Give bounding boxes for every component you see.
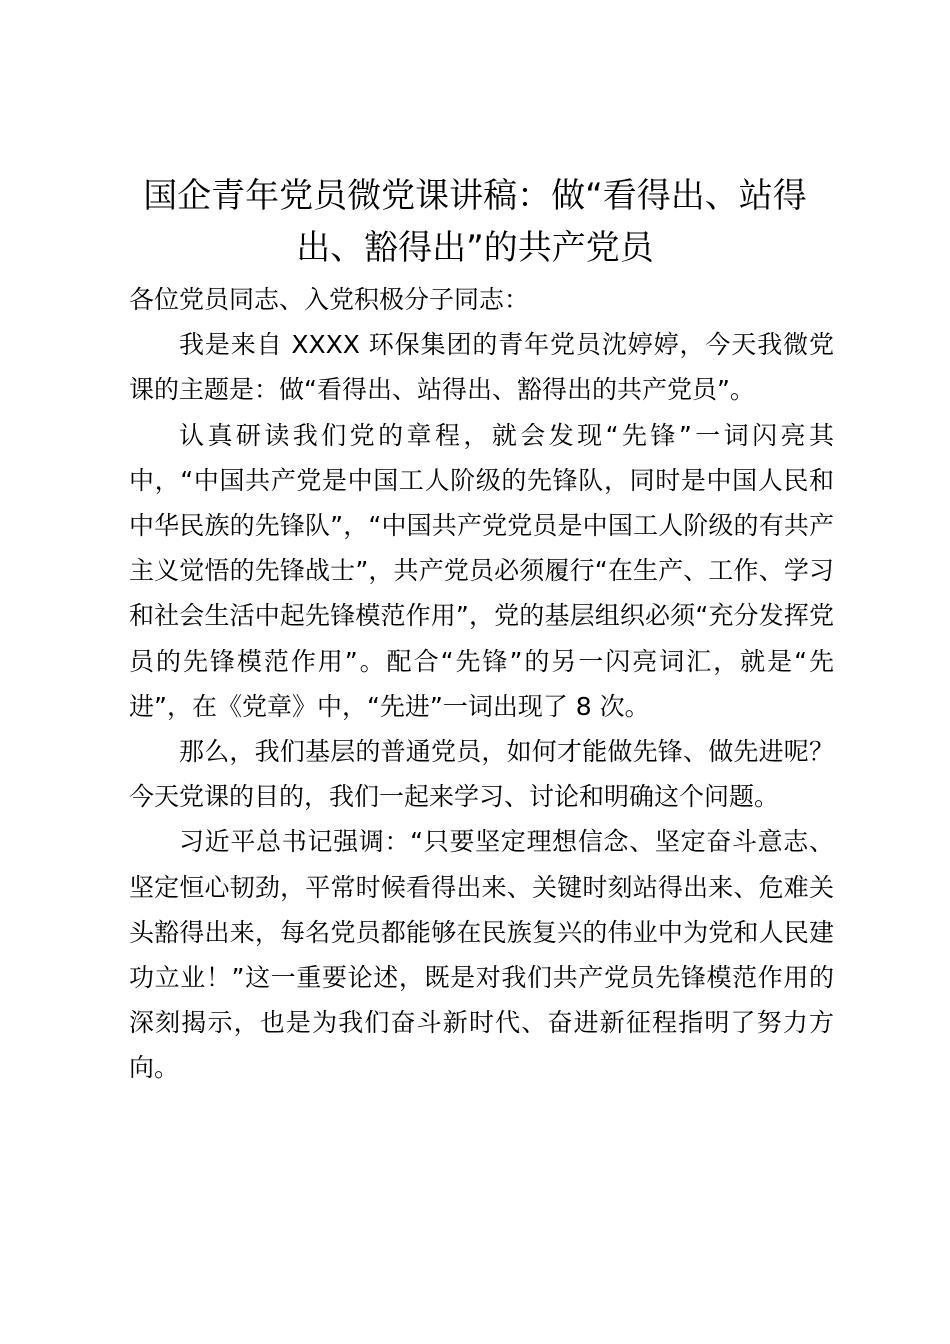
paragraph-intro: 我是来自 XXXX 环保集团的青年党员沈婷婷，今天我微党课的主题是：做“看得出、站得出、豁得出的共产党员”。 bbox=[129, 330, 834, 405]
document-title: 国企青年党员微党课讲稿：做“看得出、站得出、豁得出”的共产党员 bbox=[143, 176, 807, 268]
paragraph-party-constitution: 认真研读我们党的章程，就会发现“先锋”一词闪亮其中，“中国共产党是中国工人阶级的先锋队，同时是中国人民和中华民族的先锋队”，“中国共产党党员是中国工人阶级的有共产主义觉悟的先锋战士”，共产党员必须履行“在生产、工作、学习和社会生活中起先锋模范作用”，党的基层组织必须“充分发挥党员的先锋模范作用”。配合“先锋”的另一闪亮词汇，就是“先进”，在《党章》中，“先进”一词出现了 8 次。 bbox=[129, 420, 834, 721]
paragraph-xi-quote: 习近平总书记强调：“只要坚定理想信念、坚定奋斗意志、坚定恒心韧劲，平常时候看得出来、关键时刻站得出来、危难关头豁得出来，每名党员都能够在民族复兴的伟业中为党和人民建功立业！”这一重要论述，既是对我们共产党员先锋模范作用的深刻揭示，也是为我们奋斗新时代、奋进新征程指明了努力方向。 bbox=[129, 827, 834, 1083]
document-body bbox=[129, 277, 834, 1091]
paragraph-question: 那么，我们基层的普通党员，如何才能做先锋、做先进呢？今天党课的目的，我们一起来学习、讨论和明确这个问题。 bbox=[129, 737, 834, 812]
salutation: 各位党员同志、入党积极分子同志： bbox=[129, 285, 530, 314]
